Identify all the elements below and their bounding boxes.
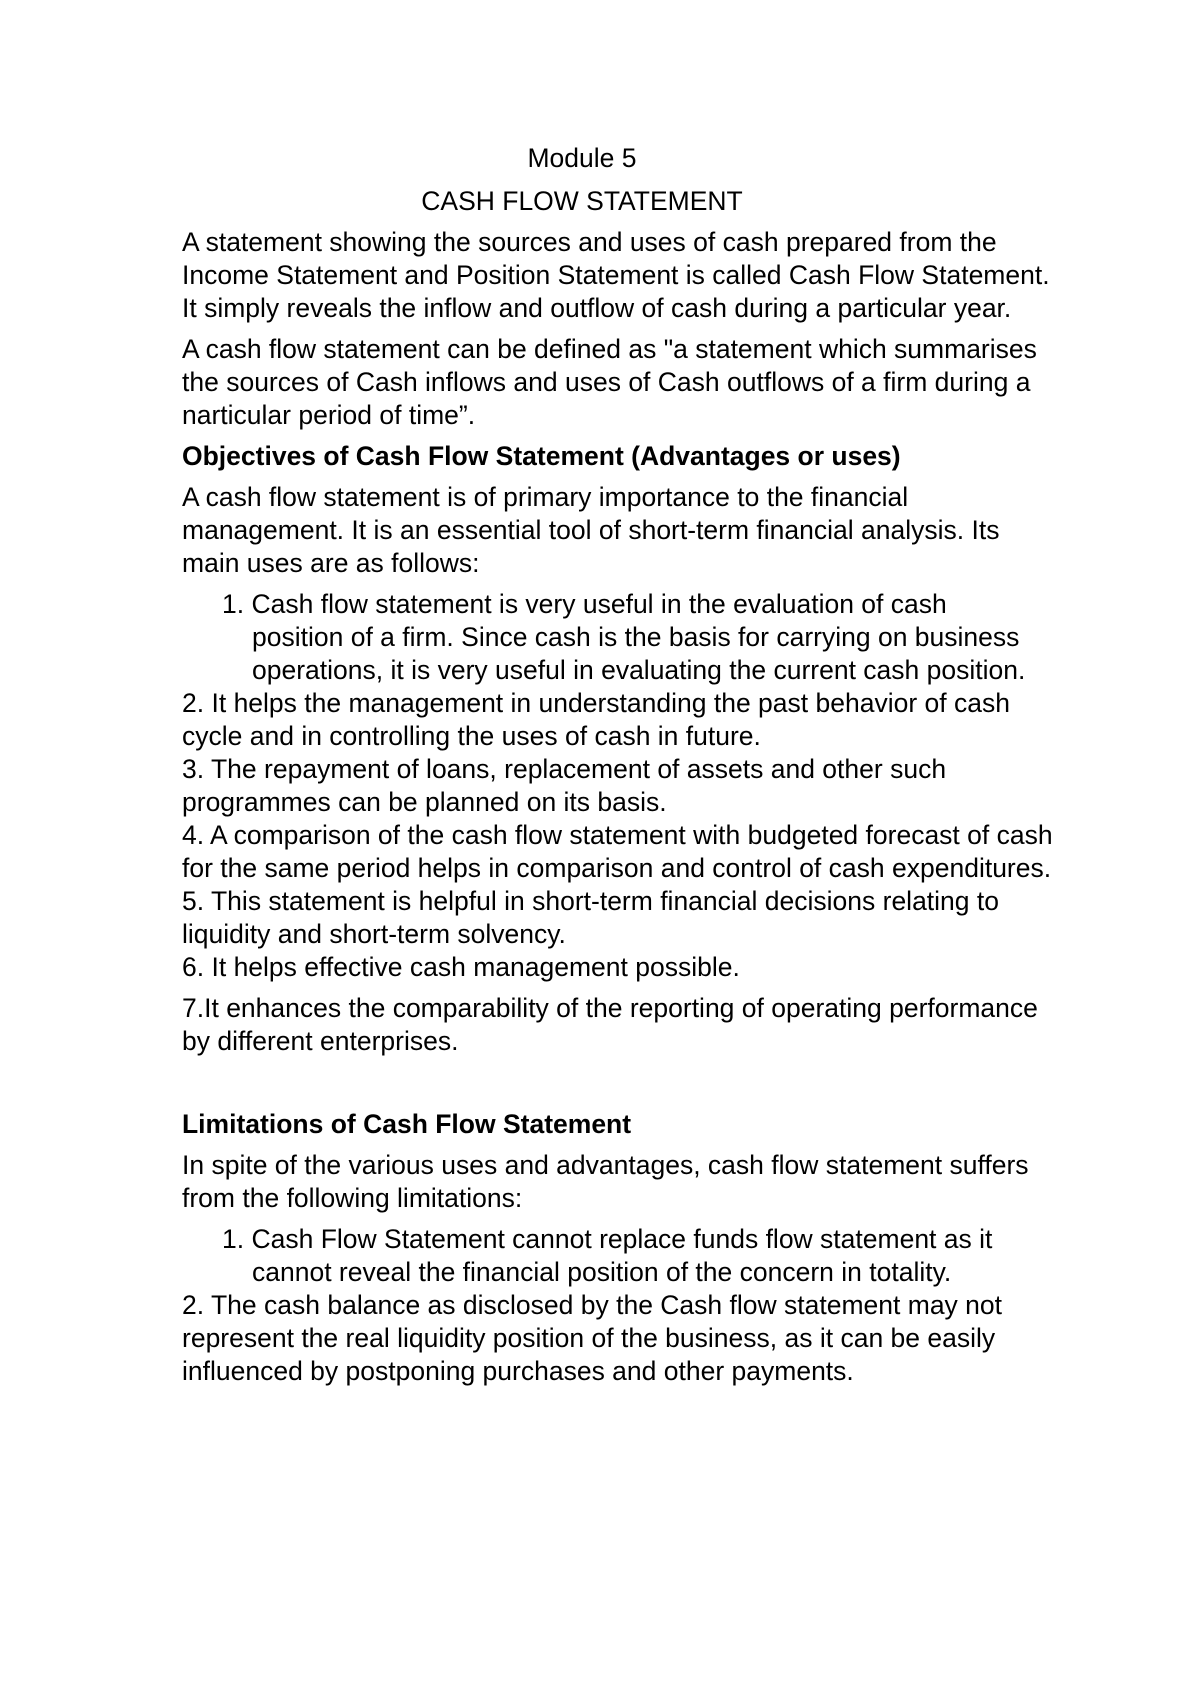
list-number: 1. (222, 589, 245, 619)
objective-item (182, 687, 1062, 753)
list-text: Cash Flow Statement cannot replace funds flow statement as it cannot reveal the financial position of the concern in totality. (251, 1224, 993, 1287)
page-title: CASH FLOW STATEMENT (421, 186, 743, 216)
list-number: 3. (182, 754, 205, 784)
objectives-heading: Objectives of Cash Flow Statement (Advantages or uses) (182, 441, 901, 471)
list-number: 2. (182, 688, 205, 718)
intro-paragraph-definition: A statement showing the sources and uses of cash prepared from the Income Statement and Position Statement is called Cash Flow Statement. It simply reveals the inflow and outflow of cash during a particular year. (182, 227, 1050, 323)
document-body (182, 142, 1062, 1388)
objective-item (182, 753, 1062, 819)
list-text: It helps the management in understanding the past behavior of cash cycle and in controlling the uses of cash in future. (182, 688, 1010, 751)
objective-item (182, 885, 1062, 951)
intro-paragraph-quote: A cash flow statement can be defined as "a statement which summarises the sources of Cash inflows and uses of Cash outflows of a firm during a narticular period of time”. (182, 334, 1037, 430)
list-number: 4. (182, 820, 205, 850)
list-number: 7. (182, 993, 205, 1023)
objectives-intro: A cash flow statement is of primary importance to the financial management. It is an essential tool of short-term financial analysis. Its main uses are as follows: (182, 482, 1000, 578)
list-text: The repayment of loans, replacement of assets and other such programmes can be planned on its basis. (182, 754, 947, 817)
list-text: Cash flow statement is very useful in the evaluation of cash position of a firm. Since cash is the basis for carrying on business operations, it is very useful in evaluating the current cash position. (251, 589, 1026, 685)
objective-item (182, 992, 1062, 1058)
list-text: It helps effective cash management possible. (211, 952, 740, 982)
limitations-heading: Limitations of Cash Flow Statement (182, 1109, 632, 1139)
list-text: It enhances the comparability of the reporting of operating performance by different enterprises. (182, 993, 1038, 1056)
limitation-item (182, 1289, 1062, 1388)
list-text: The cash balance as disclosed by the Cash flow statement may not represent the real liquidity position of the business, as it can be easily influenced by postponing purchases and other payments. (182, 1290, 1003, 1386)
module-title: Module 5 (527, 143, 637, 173)
objective-item (182, 819, 1062, 885)
list-number: 6. (182, 952, 205, 982)
list-number: 2. (182, 1290, 205, 1320)
list-number: 5. (182, 886, 205, 916)
list-number: 1. (222, 1224, 245, 1254)
list-text: This statement is helpful in short-term financial decisions relating to liquidity and short-term solvency. (182, 886, 999, 949)
objective-item (182, 588, 1062, 687)
list-text: A comparison of the cash flow statement with budgeted forecast of cash for the same period helps in comparison and control of cash expenditures. (182, 820, 1053, 883)
objective-item (182, 951, 1062, 984)
limitations-intro: In spite of the various uses and advantages, cash flow statement suffers from the following limitations: (182, 1150, 1029, 1213)
limitation-item (182, 1223, 1062, 1289)
